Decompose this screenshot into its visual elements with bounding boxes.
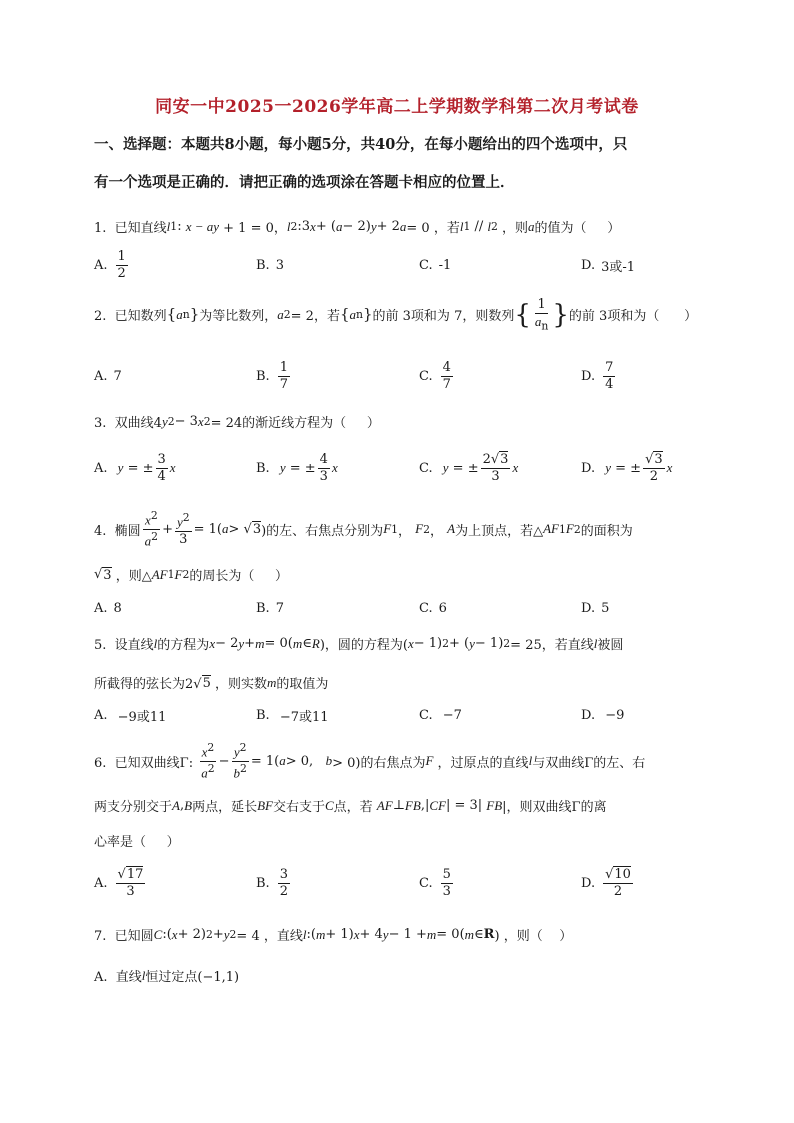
option-a: A. −9或11 xyxy=(94,707,167,725)
section-instructions-line1: 一、选择题：本题共8小题，每小题5分，共40分，在每小题给出的四个选项中，只 xyxy=(94,136,628,153)
question-1-stem: 1. 已知直线 l 1 : x − ay + 1 = 0， l 2 :3 x + ( a − 2) y + 2 a = 0 ，若 l 1 // l 2 ，则 a 的值为（ ） xyxy=(94,218,621,236)
section-instructions-line2: 有一个选项是正确的．请把正确的选项涂在答题卡相应的位置上． xyxy=(94,174,515,191)
question-3-options xyxy=(94,448,734,488)
question-2-options xyxy=(94,356,734,396)
option-b: B. −7或11 xyxy=(256,707,329,725)
option-c: C. −7 xyxy=(419,707,462,723)
option-d: D. $\frac{√10}{2}$ xyxy=(581,866,631,899)
option-b: B. y = ± $\frac{4}{3}$ x xyxy=(256,451,338,484)
option-b: B. 3 xyxy=(256,257,284,273)
question-5-options xyxy=(94,705,734,725)
question-6-options xyxy=(94,863,734,903)
option-c: C. -1 xyxy=(419,257,452,273)
option-d: D. y = ± $\frac{√3}{2}$ x xyxy=(581,451,673,484)
option-d: D. 3或-1 xyxy=(581,257,636,275)
question-3-stem: 3. 双曲线4 y 2 − 3 x 2 = 24的渐近线方程为（ ） xyxy=(94,413,380,431)
question-6-stem-line1: 6. 已知双曲线Γ: $\frac{x^2}{a^2}$ − $\frac{y^2}{b^2}$ = 1( a > 0, b > 0)的右焦点为 F ，过原点的直线 l 与双曲线Γ的左、右 xyxy=(94,741,646,781)
question-5-stem-line2: 所截得的弦长为2√ 5 ，则实数 m 的取值为 xyxy=(94,674,329,692)
question-1-options xyxy=(94,245,734,285)
question-2-stem: 2. 已知数列 { a n } 为等比数列， a 2 = 2，若 { a n } 的前 3项和为 7，则数列 { $\frac{1}{a_n}$ } 的前 3项和为（ ） xyxy=(94,297,698,333)
option-b: B. 7 xyxy=(256,600,284,616)
option-d: D. −9 xyxy=(581,707,625,723)
question-4-stem-line2: √ 3 ，则△ AF 1 F 2 的周长为（ ） xyxy=(94,566,289,584)
option-d: D. 5 xyxy=(581,600,610,616)
question-7-option-a: A. 直线 l 恒过定点(−1,1) xyxy=(94,967,240,985)
question-number: 1. 已知直线 xyxy=(94,221,167,236)
option-c: C. $\frac{5}{3}$ xyxy=(419,866,451,899)
question-4-stem-line1: 4. 椭圆 $\frac{x^2}{a^2}$ + $\frac{y^2}{3}$ = 1( a > √ 3 )的左、右焦点分别为 F 1 ， F 2 ， A 为上顶点，若△ AF 1 F 2 的面积为 xyxy=(94,509,633,549)
question-4-options xyxy=(94,598,734,618)
option-b: B. $\frac{3}{2}$ xyxy=(256,866,288,899)
option-a: A. 8 xyxy=(94,600,122,616)
question-7-stem: 7. 已知圆 C :( x + 2) 2 + y 2 = 4 ，直线 l :( m + 1) x + 4 y − 1 + m = 0( m ∈ R ) ，则（ ） xyxy=(94,926,573,944)
option-a: A. y = ± $\frac{3}{4}$ x xyxy=(94,451,176,484)
question-6-stem-line3: 心率是（ ） xyxy=(94,835,180,850)
option-c: C. $\frac{4}{7}$ xyxy=(419,359,451,392)
option-a: A. $\frac{1}{2}$ xyxy=(94,248,126,281)
question-6-stem-line2: 两支分别交于 A , B 两点，延长 BF 交右支于 C 点，若 AF ⊥ FB ,| CF | = 3| FB |，则双曲线Γ的离 xyxy=(94,797,607,815)
option-a: A. 7 xyxy=(94,368,122,384)
option-d: D. $\frac{7}{4}$ xyxy=(581,359,614,392)
question-5-stem-line1: 5. 设直线 l 的方程为 x − 2 y + m = 0( m ∈ R )，圆的方程为( x − 1) 2 + ( y − 1) 2 = 25，若直线 l 被圆 xyxy=(94,635,624,653)
exam-title: 同安一中2025一2026学年高二上学期数学科第二次月考试卷 xyxy=(155,97,639,117)
option-b: B. $\frac{1}{7}$ xyxy=(256,359,288,392)
option-c: C. y = ± $\frac{2√3}{3}$ x xyxy=(419,451,519,484)
option-c: C. 6 xyxy=(419,600,447,616)
option-a: A. $\frac{√17}{3}$ xyxy=(94,866,144,899)
